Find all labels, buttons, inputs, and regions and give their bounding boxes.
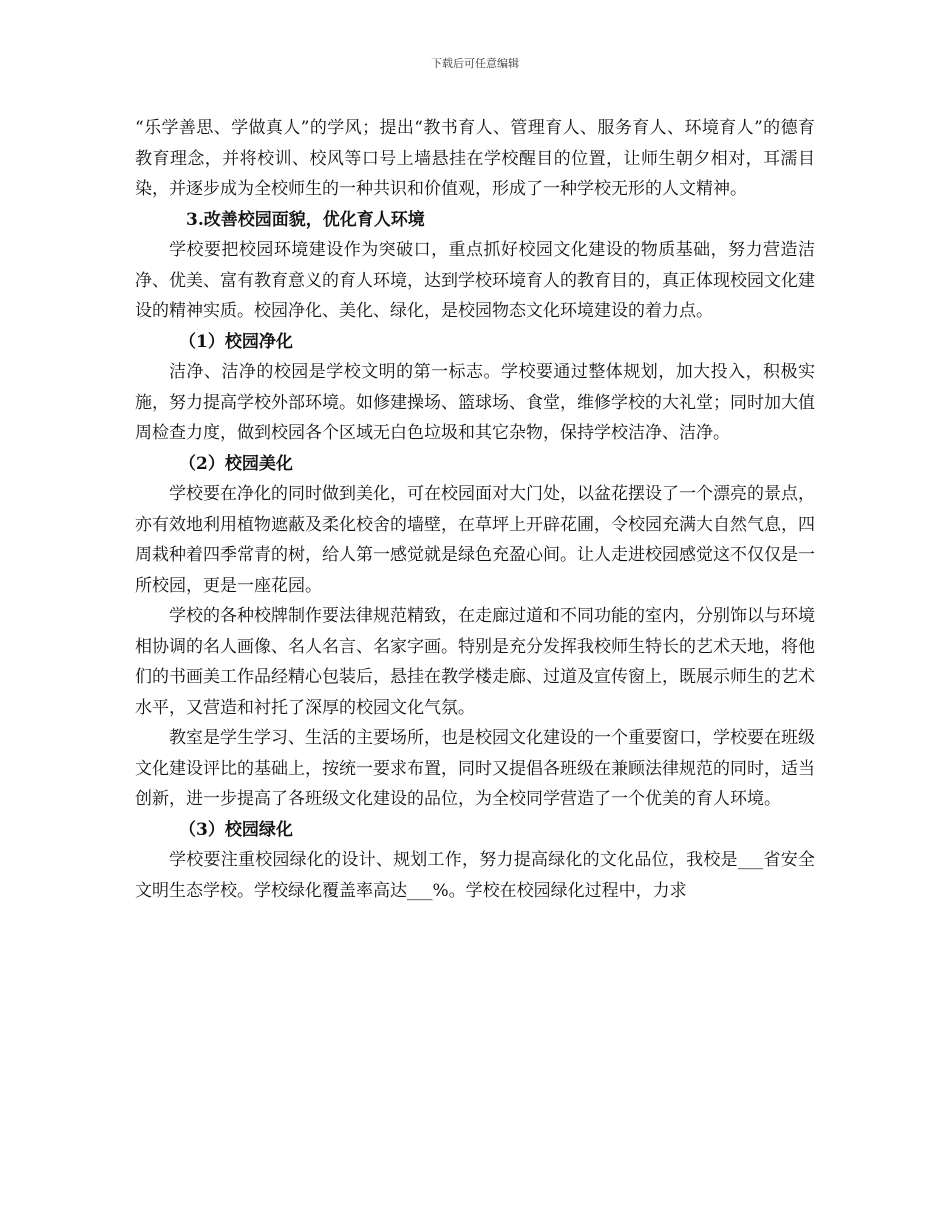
paragraph: 学校要注重校园绿化的设计、规划工作，努力提高绿化的文化品位，我校是___省安全文明生态学校。学校绿化覆盖率高达___%。学校在校园绿化过程中，力求 bbox=[135, 850, 815, 901]
section-heading: 3.改善校园面貌，优化育人环境 bbox=[186, 209, 425, 230]
subsection-heading: （3）校园绿化 bbox=[179, 819, 293, 840]
subsection-heading: （2）校园美化 bbox=[179, 453, 293, 474]
paragraph: 教室是学生学习、生活的主要场所，也是校园文化建设的一个重要窗口，学校要在班级文化建设评比的基础上，按统一要求布置，同时又提倡各班级在兼顾法律规范的同时，适当创新，进一步提高了各班级文化建设的品位，为全校同学营造了一个优美的育人环境。 bbox=[135, 728, 815, 809]
paragraph: “乐学善思、学做真人”的学风；提出“教书育人、管理育人、服务育人、环境育人”的德育教育理念，并将校训、校风等口号上墙悬挂在学校醒目的位置，让师生朝夕相对，耳濡目染，并逐步成为全校师生的一种共识和价值观，形成了一种学校无形的人文精神。 bbox=[135, 118, 815, 199]
page-header: 下载后可任意编辑 bbox=[431, 57, 519, 70]
paragraph: 学校的各种校牌制作要法律规范精致，在走廊过道和不同功能的室内，分别饰以与环境相协调的名人画像、名人名言、名家字画。特别是充分发挥我校师生特长的艺术天地，将他们的书画美工作品经精心包装后，悬挂在教学楼走廊、过道及宣传窗上，既展示师生的艺术水平，又营造和衬托了深厚的校园文化气氛。 bbox=[135, 606, 815, 718]
paragraph: 学校要把校园环境建设作为突破口，重点抓好校园文化建设的物质基础，努力营造洁净、优美、富有教育意义的育人环境，达到学校环境育人的教育目的，真正体现校园文化建设的精神实质。校园净化、美化、绿化，是校园物态文化环境建设的着力点。 bbox=[135, 240, 815, 321]
paragraph: 学校要在净化的同时做到美化，可在校园面对大门处，以盆花摆设了一个漂亮的景点，亦有效地利用植物遮蔽及柔化校舍的墙壁，在草坪上开辟花圃，令校园充满大自然气息，四周栽种着四季常青的树，给人第一感觉就是绿色充盈心间。让人走进校园感觉这不仅仅是一所校园，更是一座花园。 bbox=[135, 484, 815, 596]
subsection-heading: （1）校园净化 bbox=[179, 331, 293, 352]
document-body bbox=[135, 113, 815, 906]
paragraph: 洁净、洁净的校园是学校文明的第一标志。学校要通过整体规划，加大投入，积极实施，努力提高学校外部环境。如修建操场、篮球场、食堂，维修学校的大礼堂；同时加大值周检查力度，做到校园各个区域无白色垃圾和其它杂物，保持学校洁净、洁净。 bbox=[135, 362, 815, 443]
